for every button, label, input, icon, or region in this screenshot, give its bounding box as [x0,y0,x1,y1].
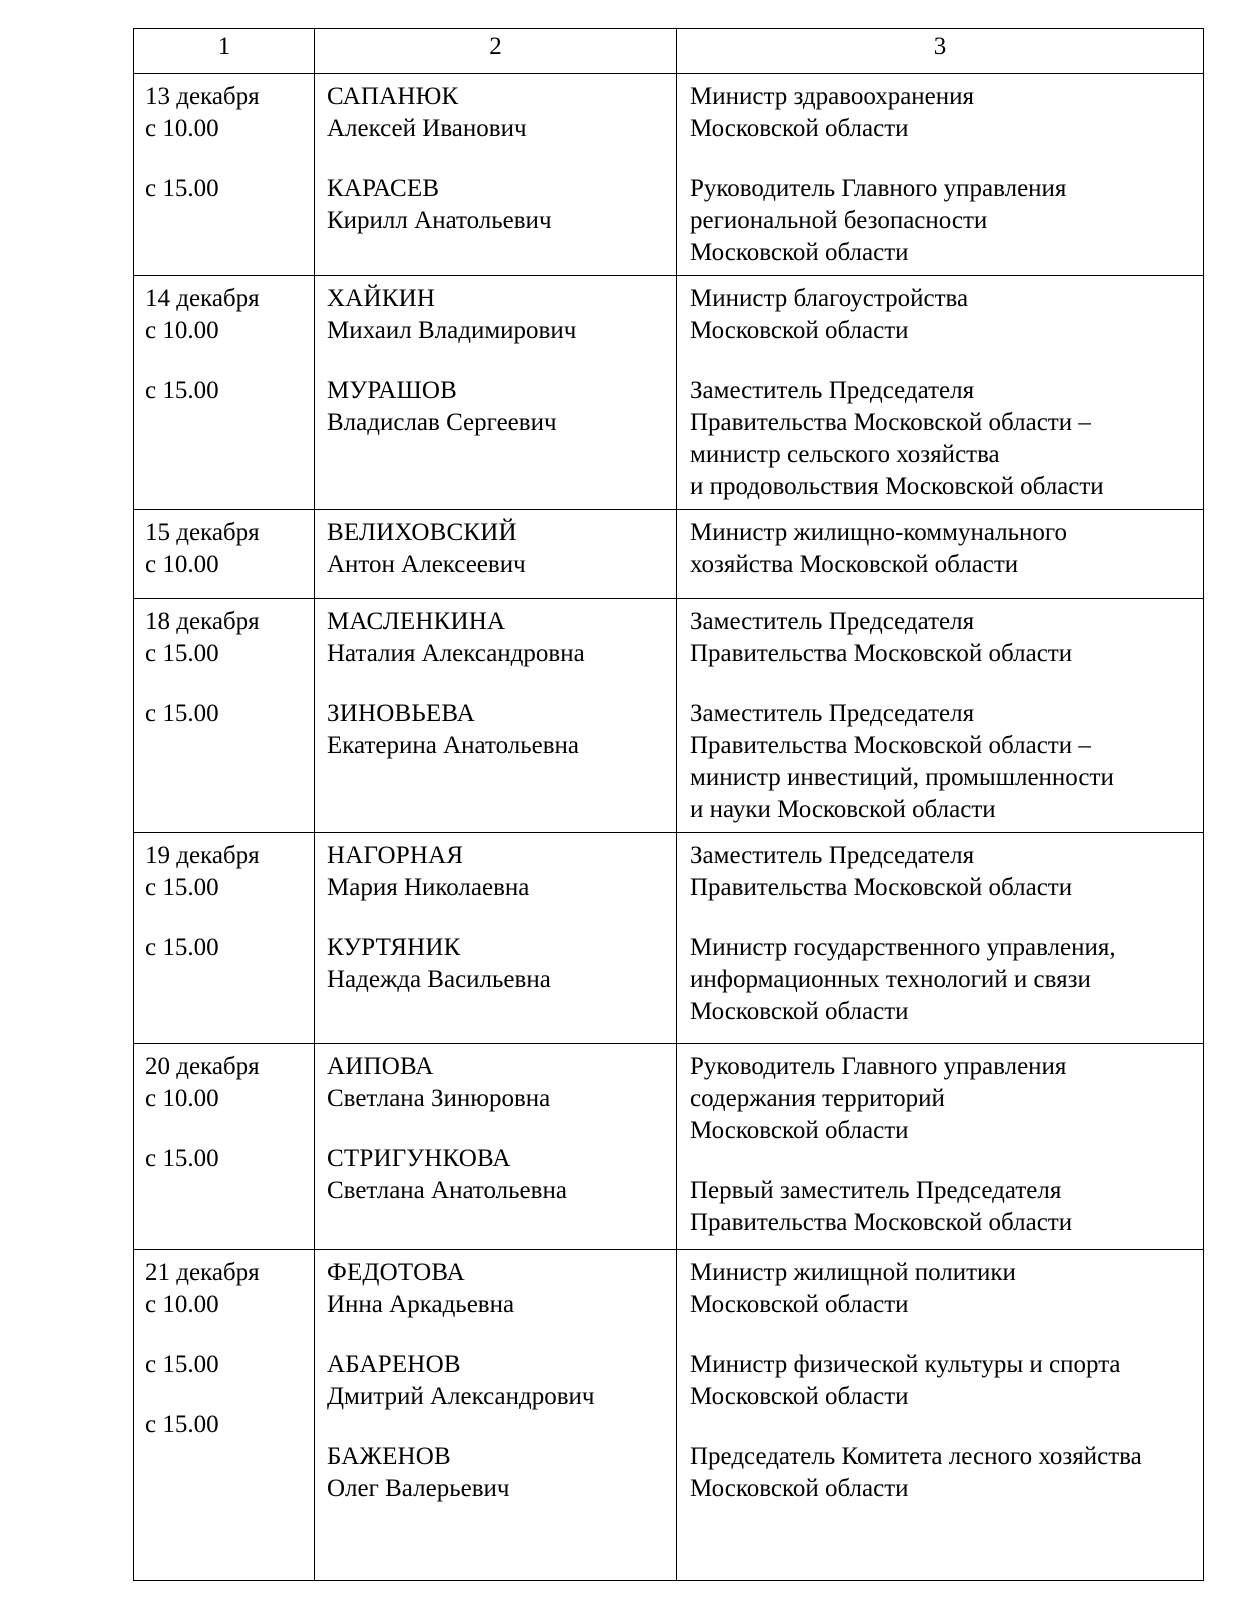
reception-time: с 15.00 [145,1145,219,1172]
official-surname: ВЕЛИХОВСКИЙ [327,519,517,546]
official-name-entry [327,1143,666,1207]
official-position-content [677,510,1203,587]
schedule-row [134,1250,1204,1581]
reception-date: 14 декабря [145,285,260,312]
official-surname: АИПОВА [327,1053,434,1080]
cell-date-times [134,1250,315,1581]
cell-official-position [677,833,1204,1044]
official-position-line: Правительства Московской области [690,874,1073,901]
official-given-name: Екатерина Анатольевна [327,732,580,759]
column-header-1: 1 [134,29,315,74]
official-position-line: региональной безопасности [690,207,988,234]
table-header [134,29,1204,74]
official-surname: МАСЛЕНКИНА [327,608,506,635]
date-time-entry [145,517,304,581]
official-name-entry [327,1051,666,1115]
official-name-entry [327,1257,666,1321]
official-name-content [315,1250,676,1511]
date-times-content [134,1044,314,1181]
official-surname: ЗИНОВЬЕВА [327,700,475,727]
reception-date: 18 декабря [145,608,260,635]
reception-date: 15 декабря [145,519,260,546]
official-position-line: Правительства Московской области [690,1209,1073,1236]
date-time-entry [145,698,304,730]
official-position-entry [690,1051,1193,1147]
official-position-entry [690,1349,1193,1413]
reception-time: с 15.00 [145,874,219,901]
official-position-entry [690,1441,1193,1505]
column-header-2: 2 [315,29,677,74]
reception-time: с 10.00 [145,317,219,344]
cell-official-position [677,1250,1204,1581]
date-time-entry [145,173,304,205]
official-name-entry [327,932,666,996]
official-position-entry [690,81,1193,145]
official-position-line: Московской области [690,239,909,266]
official-given-name: Олег Валерьевич [327,1475,510,1502]
official-position-line: Министр физической культуры и спорта [690,1351,1121,1378]
official-position-entry [690,283,1193,347]
cell-official-name [315,276,677,510]
official-given-name: Инна Аркадьевна [327,1291,515,1318]
official-name-content [315,599,676,768]
official-surname: БАЖЕНОВ [327,1443,451,1470]
reception-date: 13 декабря [145,83,260,110]
official-name-entry [327,283,666,347]
official-position-entry [690,1175,1193,1239]
official-surname: ХАЙКИН [327,285,436,312]
date-time-entry [145,840,304,904]
official-position-entry [690,840,1193,904]
official-name-entry [327,606,666,670]
official-position-line: Министр жилищной политики [690,1259,1016,1286]
date-time-entry [145,283,304,347]
official-name-entry [327,173,666,237]
official-given-name: Светлана Зинюровна [327,1085,551,1112]
cell-official-name [315,510,677,599]
official-position-entry [690,932,1193,1028]
schedule-row [134,599,1204,833]
official-name-entry [327,1441,666,1505]
cell-official-name [315,1250,677,1581]
cell-official-position [677,74,1204,276]
official-given-name: Кирилл Анатольевич [327,207,552,234]
cell-official-name [315,1044,677,1250]
official-position-entry [690,698,1193,826]
official-surname: СТРИГУНКОВА [327,1145,511,1172]
official-given-name: Владислав Сергеевич [327,409,557,436]
official-position-line: информационных технологий и связи [690,966,1091,993]
date-time-entry [145,1143,304,1175]
official-given-name: Михаил Владимирович [327,317,577,344]
official-position-line: Заместитель Председателя [690,608,975,635]
cell-official-position [677,599,1204,833]
reception-date: 20 декабря [145,1053,260,1080]
official-position-line: министр инвестиций, промышленности [690,764,1114,791]
official-position-line: Председатель Комитета лесного хозяйства [690,1443,1142,1470]
cell-official-position [677,1044,1204,1250]
official-position-line: и продовольствия Московской области [690,473,1104,500]
official-position-content [677,74,1203,275]
schedule-row [134,833,1204,1044]
official-position-line: Московской области [690,998,909,1025]
official-position-line: содержания территорий [690,1085,945,1112]
cell-date-times [134,510,315,599]
date-time-entry [145,1349,304,1381]
official-given-name: Антон Алексеевич [327,551,526,578]
official-given-name: Светлана Анатольевна [327,1177,567,1204]
official-position-line: Московской области [690,1383,909,1410]
cell-official-position [677,510,1204,599]
cell-date-times [134,599,315,833]
official-name-content [315,1044,676,1213]
cell-date-times [134,1044,315,1250]
official-position-entry [690,375,1193,503]
date-time-entry [145,81,304,145]
reception-date: 21 декабря [145,1259,260,1286]
date-time-entry [145,375,304,407]
reception-time: с 10.00 [145,1085,219,1112]
official-position-line: Правительства Московской области [690,640,1073,667]
official-name-content [315,833,676,1002]
reception-time: с 10.00 [145,551,219,578]
reception-time: с 15.00 [145,640,219,667]
official-surname: САПАНЮК [327,83,459,110]
official-name-entry [327,698,666,762]
official-surname: ФЕДОТОВА [327,1259,465,1286]
official-position-entry [690,1257,1193,1321]
date-time-entry [145,606,304,670]
official-position-line: Заместитель Председателя [690,377,975,404]
official-surname: НАГОРНАЯ [327,842,464,869]
reception-time: с 15.00 [145,175,219,202]
official-position-line: министр сельского хозяйства [690,441,1000,468]
reception-time: с 15.00 [145,1411,219,1438]
date-times-content [134,74,314,211]
official-position-line: Заместитель Председателя [690,842,975,869]
schedule-row [134,276,1204,510]
official-position-line: Министр здравоохранения [690,83,975,110]
official-name-content [315,510,676,587]
date-time-entry [145,1409,304,1441]
cell-official-name [315,599,677,833]
reception-time: с 15.00 [145,1351,219,1378]
official-position-line: Заместитель Председателя [690,700,975,727]
reception-time: с 15.00 [145,377,219,404]
official-position-entry [690,606,1193,670]
official-position-line: Московской области [690,1291,909,1318]
official-surname: КАРАСЕВ [327,175,440,202]
official-position-line: Московской области [690,1475,909,1502]
schedule-row [134,1044,1204,1250]
schedule-row [134,510,1204,599]
cell-date-times [134,276,315,510]
date-times-content [134,276,314,413]
official-surname: МУРАШОВ [327,377,458,404]
official-position-line: Министр благоустройства [690,285,969,312]
column-header-3: 3 [677,29,1204,74]
reception-time: с 10.00 [145,115,219,142]
official-position-line: Министр государственного управления, [690,934,1116,961]
official-position-content [677,276,1203,509]
cell-date-times [134,74,315,276]
official-position-content [677,833,1203,1034]
reception-schedule-table [133,28,1204,1581]
official-position-line: Руководитель Главного управления [690,1053,1067,1080]
date-times-content [134,1250,314,1447]
table-body [134,74,1204,1581]
official-name-entry [327,517,666,581]
official-position-line: Министр жилищно-коммунального [690,519,1068,546]
official-name-content [315,276,676,445]
date-times-content [134,599,314,736]
official-position-line: хозяйства Московской области [690,551,1019,578]
official-position-line: Правительства Московской области – [690,732,1091,759]
date-time-entry [145,932,304,964]
official-position-line: Московской области [690,1117,909,1144]
official-position-line: и науки Московской области [690,796,996,823]
official-position-content [677,599,1203,832]
official-surname: КУРТЯНИК [327,934,461,961]
date-time-entry [145,1051,304,1115]
official-position-line: Московской области [690,317,909,344]
cell-official-position [677,276,1204,510]
schedule-row [134,74,1204,276]
official-position-content [677,1044,1203,1245]
official-position-line: Правительства Московской области – [690,409,1091,436]
official-position-line: Первый заместитель Председателя [690,1177,1062,1204]
official-given-name: Дмитрий Александрович [327,1383,595,1410]
reception-time: с 10.00 [145,1291,219,1318]
cell-official-name [315,833,677,1044]
date-time-entry [145,1257,304,1321]
date-times-content [134,833,314,970]
official-surname: АБАРЕНОВ [327,1351,461,1378]
official-name-entry [327,81,666,145]
reception-time: с 15.00 [145,934,219,961]
official-position-entry [690,517,1193,581]
reception-date: 19 декабря [145,842,260,869]
date-times-content [134,510,314,587]
official-position-content [677,1250,1203,1511]
cell-official-name [315,74,677,276]
official-position-line: Руководитель Главного управления [690,175,1067,202]
reception-time: с 15.00 [145,700,219,727]
official-name-entry [327,375,666,439]
official-given-name: Надежда Васильевна [327,966,551,993]
official-position-entry [690,173,1193,269]
official-name-content [315,74,676,243]
official-position-line: Московской области [690,115,909,142]
table-header-row [134,29,1204,74]
official-given-name: Алексей Иванович [327,115,527,142]
official-name-entry [327,840,666,904]
official-given-name: Мария Николаевна [327,874,530,901]
cell-date-times [134,833,315,1044]
official-name-entry [327,1349,666,1413]
official-given-name: Наталия Александровна [327,640,585,667]
